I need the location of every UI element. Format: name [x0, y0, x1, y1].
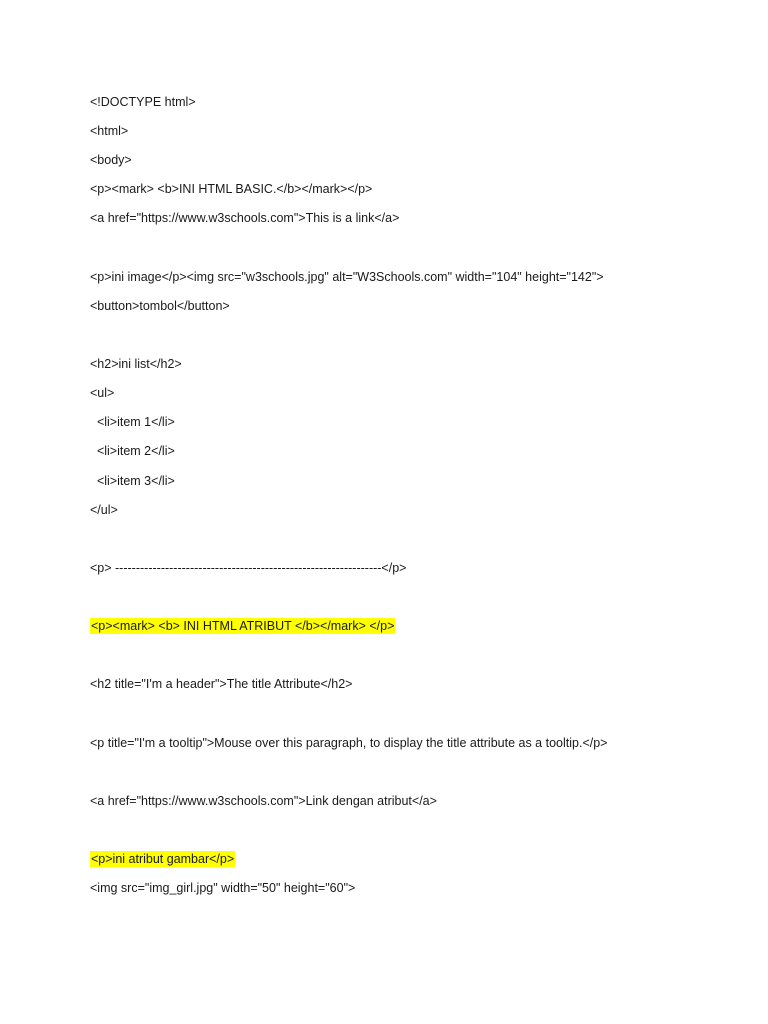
code-line-list-heading [90, 356, 182, 372]
code-line-image-attribute-heading [90, 851, 235, 867]
code-line-text: <a href="https://www.w3schools.com">Link dengan atribut</a> [90, 794, 437, 808]
code-line-text: <p title="I'm a tooltip">Mouse over this paragraph, to display the title attribute as a tooltip.</p> [90, 736, 608, 750]
code-line-list-item [90, 473, 175, 489]
code-line-text: <li>item 3</li> [90, 474, 175, 488]
code-line-img-girl [90, 880, 355, 896]
highlighted-text: <p>ini atribut gambar</p> [91, 852, 235, 866]
code-line-text: <h2 title="I'm a header">The title Attribute</h2> [90, 677, 353, 691]
code-line-ul-open [90, 385, 114, 401]
code-line-text: <h2>ini list</h2> [90, 357, 182, 371]
code-line-text: <ul> [90, 386, 115, 400]
code-line-text: <body> [90, 153, 132, 167]
code-line-text: <p>ini image</p><img src="w3schools.jpg" alt="W3Schools.com" width="104" height="142"> [90, 270, 604, 284]
code-line-image [90, 269, 604, 285]
code-line-attribute-link [90, 793, 437, 809]
code-line-basic-heading [90, 181, 372, 197]
code-line-text: <!DOCTYPE html> [90, 95, 196, 109]
code-line-text: <p> ----------------------------------------------------------------</p> [90, 561, 407, 575]
code-line-text: <li>item 2</li> [90, 444, 175, 458]
code-line-text: <a href="https://www.w3schools.com">This is a link</a> [90, 211, 400, 225]
code-line-button [90, 298, 230, 314]
code-line-attribute-heading [90, 618, 395, 634]
code-line-body-open [90, 152, 132, 168]
code-line-text: <html> [90, 124, 129, 138]
code-line-link [90, 210, 399, 226]
code-line-tooltip-paragraph [90, 735, 607, 751]
code-line-text: <button>tombol</button> [90, 299, 230, 313]
code-line-list-item [90, 414, 175, 430]
code-line-text: </ul> [90, 503, 118, 517]
code-line-html-open [90, 123, 128, 139]
code-line-ul-close [90, 502, 118, 518]
code-line-title-attribute [90, 676, 352, 692]
code-line-list-item [90, 443, 175, 459]
code-line-text: <li>item 1</li> [90, 415, 175, 429]
code-line-text: <img src="img_girl.jpg" width="50" height="60"> [90, 881, 356, 895]
highlighted-text: <p><mark> <b> INI HTML ATRIBUT </b></mark> </p> [91, 619, 395, 633]
code-line-text: <p><mark> <b>INI HTML BASIC.</b></mark></p> [90, 182, 373, 196]
code-line-doctype [90, 94, 196, 110]
code-line-separator [90, 560, 406, 576]
